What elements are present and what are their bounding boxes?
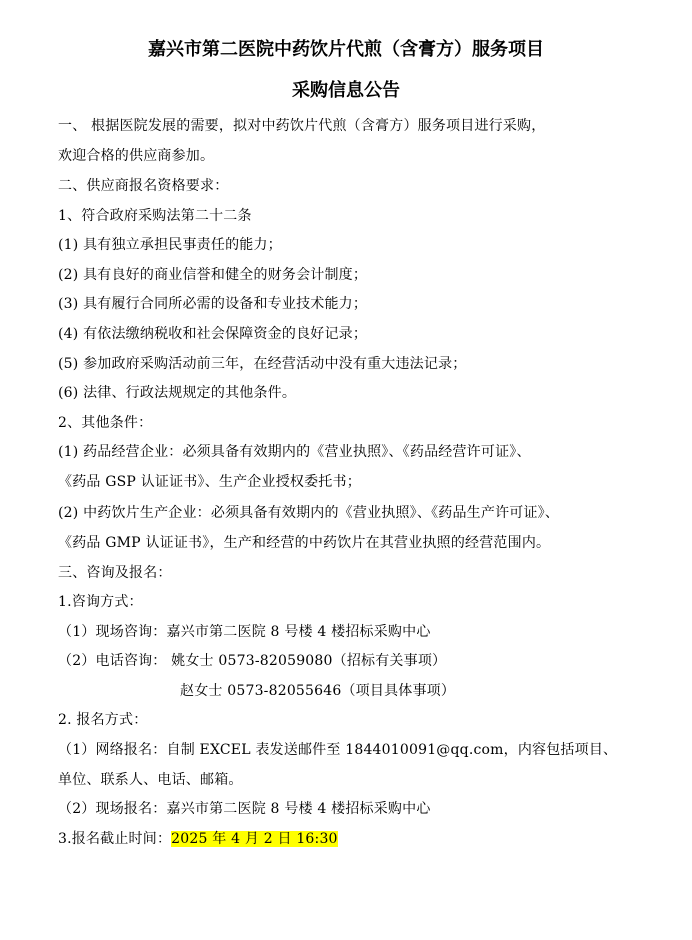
title-line-1: 嘉兴市第二医院中药饮片代煎（含膏方）服务项目	[148, 39, 544, 60]
register-online-cont: 单位、联系人、电话、邮箱。	[58, 772, 243, 788]
section-3-heading: 三、咨询及报名：	[58, 565, 172, 581]
register-online: （1）网络报名：自制 EXCEL 表发送邮件至 1844010091@qq.com，内容包括项目、	[58, 742, 618, 758]
deadline-line	[58, 829, 338, 849]
other-condition-2: (2) 中药饮片生产企业：必须具备有效期内的《营业执照》、《药品生产许可证》、	[58, 505, 560, 521]
deadline-label: 3.报名截止时间：	[58, 831, 172, 847]
condition-5: (5) 参加政府采购活动前三年，在经营活动中没有重大违法记录；	[58, 356, 467, 372]
consult-onsite: （1）现场咨询：嘉兴市第二医院 8 号楼 4 楼招标采购中心	[58, 624, 431, 640]
section-1-text: 一、 根据医院发展的需要，拟对中药饮片代煎（含膏方）服务项目进行采购，	[58, 118, 546, 134]
condition-4: (4) 有依法缴纳税收和社会保障资金的良好记录；	[58, 326, 368, 342]
consult-method-heading: 1.咨询方式：	[58, 594, 143, 610]
section-2-heading: 二、供应商报名资格要求：	[58, 178, 229, 194]
condition-2: (2) 具有良好的商业信誉和健全的财务会计制度；	[58, 267, 368, 283]
other-condition-1: (1) 药品经营企业：必须具备有效期内的《营业执照》、《药品经营许可证》、	[58, 444, 531, 460]
section-2-2-heading: 2、其他条件：	[58, 415, 153, 431]
register-method-heading: 2. 报名方式：	[58, 712, 148, 728]
consult-phone-2: 赵女士 0573-82055646（项目具体事项）	[180, 683, 456, 699]
condition-6: (6) 法律、行政法规规定的其他条件。	[58, 385, 297, 401]
other-condition-1-cont: 《药品 GSP 认证证书》、生产企业授权委托书；	[58, 474, 361, 490]
register-onsite: （2）现场报名：嘉兴市第二医院 8 号楼 4 楼招标采购中心	[58, 801, 431, 817]
consult-phone-1: （2）电话咨询： 姚女士 0573-82059080（招标有关事项）	[58, 653, 447, 669]
condition-1: (1) 具有独立承担民事责任的能力；	[58, 237, 282, 253]
section-1-text-cont: 欢迎合格的供应商参加。	[58, 148, 215, 164]
other-condition-2-cont: 《药品 GMP 认证证书》，生产和经营的中药饮片在其营业执照的经营范围内。	[58, 535, 551, 551]
condition-3: (3) 具有履行合同所必需的设备和专业技术能力；	[58, 296, 368, 312]
title-line-2: 采购信息公告	[292, 80, 400, 101]
section-2-1-heading: 1、符合政府采购法第二十二条	[58, 208, 252, 224]
deadline-value: 2025 年 4 月 2 日 16:30	[171, 831, 338, 847]
